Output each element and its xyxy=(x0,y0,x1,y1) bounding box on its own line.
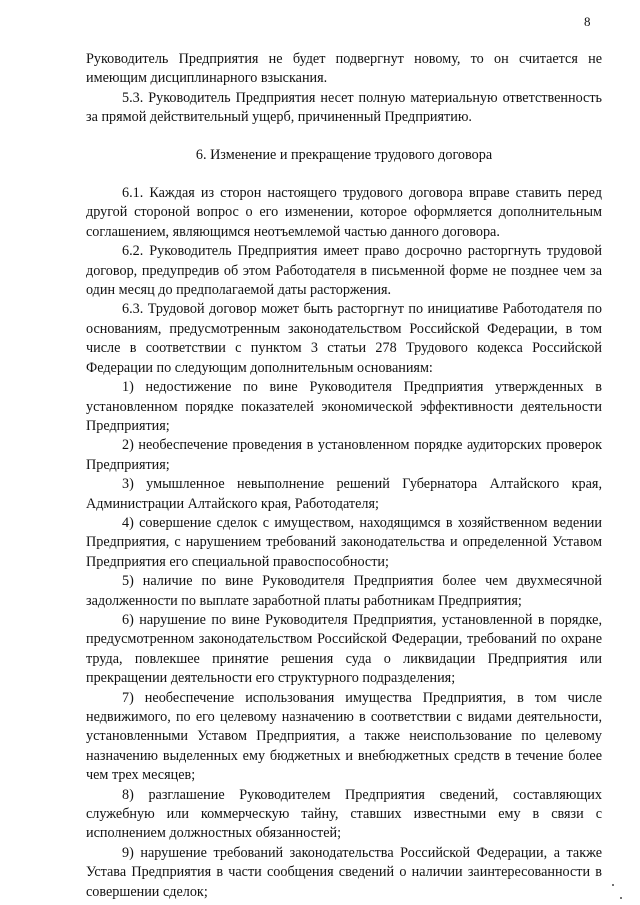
list-item: 6) нарушение по вине Руководителя Предприятия, установленной в порядке, предусмотренном законодательством Российской Федерации, требований по охране труда, повлекшее принятие решения суда о ликвидации Предприятия или прекращении деятельности его структурного подразделения; xyxy=(86,611,602,687)
document-body xyxy=(86,50,602,902)
page-number: 8 xyxy=(584,14,591,29)
paragraph-6-1: 6.1. Каждая из сторон настоящего трудового договора вправе ставить перед другой стороной вопрос о его изменении, которое оформляется дополнительным соглашением, являющимся неотъемлемой частью данного договора. xyxy=(86,185,602,240)
list-item: 2) необеспечение проведения в установленном порядке аудиторских проверок Предприятия; xyxy=(86,437,602,473)
scan-speck xyxy=(620,897,622,899)
list-item: 4) совершение сделок с имуществом, находящимся в хозяйственном ведении Предприятия, с нарушением требований законодательства и определенной Уставом Предприятия его специальной правоспособности; xyxy=(86,514,602,570)
list-item: 7) необеспечение использования имущества Предприятия, в том числе недвижимого, по его целевому назначению в соответствии с видами деятельности, установленными Уставом Предприятия, а также неиспользование по целевому назначению выделенных ему бюджетных и внебюджетных средств в течение более чем трех месяцев; xyxy=(86,689,602,784)
list-item: 3) умышленное невыполнение решений Губернатора Алтайского края, Администрации Алтайского края, Работодателя; xyxy=(86,476,602,512)
list-item: 5) наличие по вине Руководителя Предприятия более чем двухмесячной задолженности по выплате заработной платы работникам Предприятия; xyxy=(86,573,602,609)
paragraph-5-3: 5.3. Руководитель Предприятия несет полную материальную ответственность за прямой действительный ущерб, причиненный Предприятию. xyxy=(86,89,602,126)
list-item: 8) разглашение Руководителем Предприятия сведений, составляющих служебную или коммерческую тайну, ставших известными ему в связи с исполнением должностных обязанностей; xyxy=(86,786,602,842)
section-6-heading: 6. Изменение и прекращение трудового договора xyxy=(195,146,493,163)
list-item: 1) недостижение по вине Руководителя Предприятия утвержденных в установленном порядке показателей экономической эффективности деятельности Предприятия; xyxy=(86,379,602,434)
paragraph-5-2-continuation: Руководитель Предприятия не будет подвергнут новому, то он считается не имеющим дисциплинарного взыскания. xyxy=(86,51,602,87)
paragraph-6-3: 6.3. Трудовой договор может быть расторгнут по инициативе Работодателя по основаниям, предусмотренным законодательством Российской Федерации, в том числе в соответствии с пунктом 3 статьи 278 Трудового кодекса Российской Федерации по следующим дополнительным основаниям: xyxy=(86,301,602,376)
scan-speck xyxy=(612,884,614,886)
list-item: 9) нарушение требований законодательства Российской Федерации, а также Устава Предприятия в части сообщения сведений о наличии заинтересованности в совершении сделок; xyxy=(86,844,602,900)
paragraph-6-2: 6.2. Руководитель Предприятия имеет право досрочно расторгнуть трудовой договор, предупредив об этом Работодателя в письменной форме не позднее чем за один месяц до предполагаемой даты расторжения. xyxy=(86,243,602,299)
